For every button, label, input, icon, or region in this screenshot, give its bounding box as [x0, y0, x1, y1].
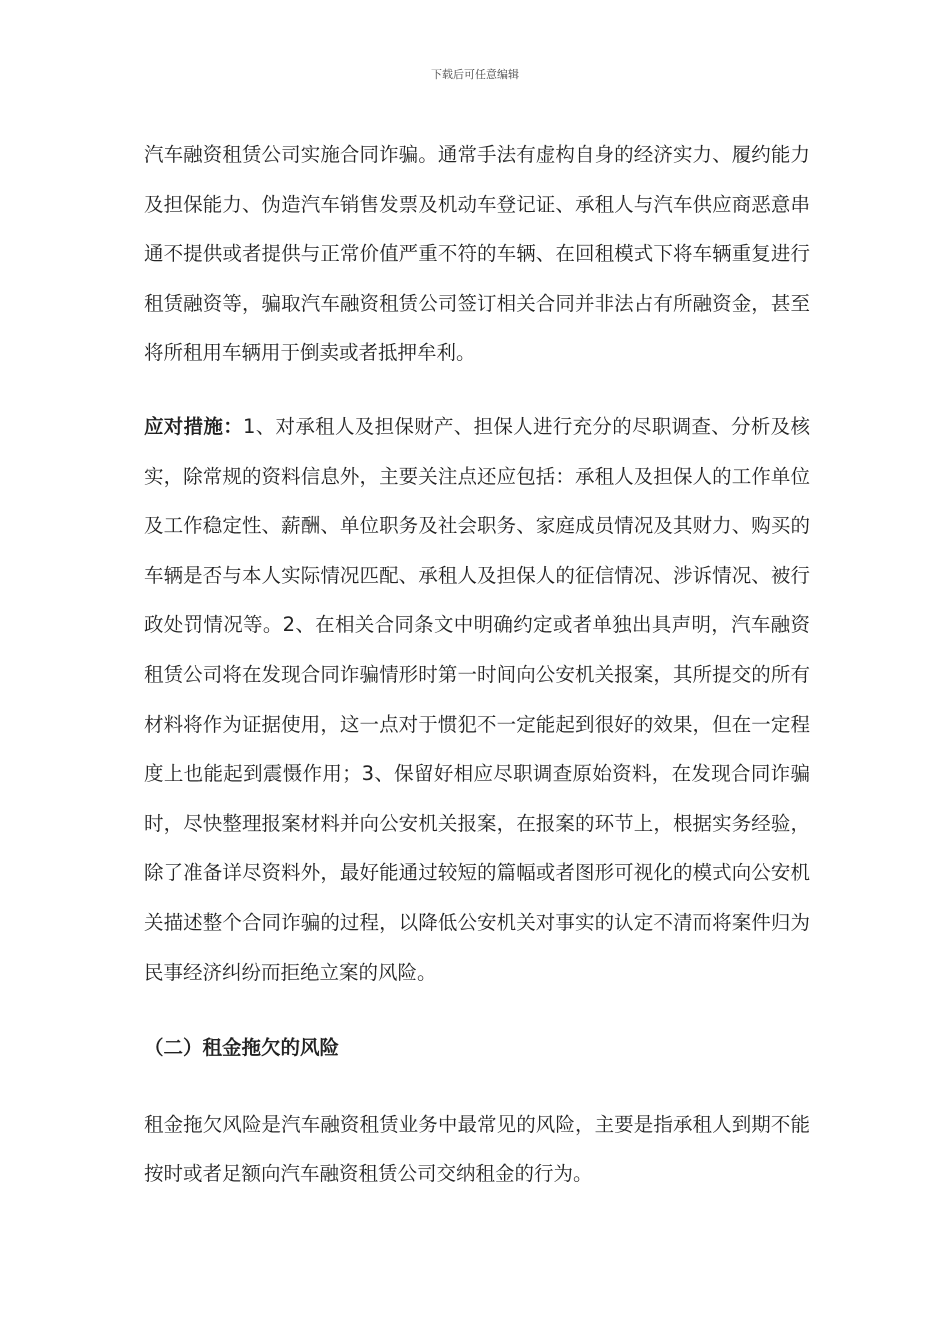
- document-body: [144, 130, 810, 1226]
- page-header: 下载后可任意编辑: [431, 68, 519, 81]
- countermeasures-label: 应对措施：: [144, 414, 244, 438]
- countermeasures-body: 1、对承租人及担保财产、担保人进行充分的尽职调查、分析及核实，除常规的资料信息外，主要关注点还应包括：承租人及担保人的工作单位及工作稳定性、薪酬、单位职务及社会职务、家庭成员情况及其财力、购买的车辆是否与本人实际情况匹配、承租人及担保人的征信情况、涉诉情况、被行政处罚情况等。2、在相关合同条文中明确约定或者单独出具声明，汽车融资租赁公司将在发现合同诈骗情形时第一时间向公安机关报案，其所提交的所有材料将作为证据使用，这一点对于惯犯不一定能起到很好的效果，但在一定程度上也能起到震慑作用；3、保留好相应尽职调查原始资料，在发现合同诈骗时，尽快整理报案材料并向公安机关报案，在报案的环节上，根据实务经验，除了准备详尽资料外，最好能通过较短的篇幅或者图形可视化的模式向公安机关描述整个合同诈骗的过程，以降低公安机关对事实的认定不清而将案件归为民事经济纠纷而拒绝立案的风险。: [144, 414, 810, 984]
- paragraph-countermeasures: [144, 402, 810, 997]
- paragraph-rent-arrears: 租金拖欠风险是汽车融资租赁业务中最常见的风险，主要是指承租人到期不能按时或者足额向汽车融资租赁公司交纳租金的行为。: [144, 1112, 810, 1186]
- section-heading-rent-arrears: （二）租金拖欠的风险: [144, 1036, 340, 1060]
- paragraph-contract-fraud: 汽车融资租赁公司实施合同诈骗。通常手法有虚构自身的经济实力、履约能力及担保能力、伪造汽车销售发票及机动车登记证、承租人与汽车供应商恶意串通不提供或者提供与正常价值严重不符的车辆、在回租模式下将车辆重复进行租赁融资等，骗取汽车融资租赁公司签订相关合同并非法占有所融资金，甚至将所租用车辆用于倒卖或者抵押牟利。: [144, 143, 810, 365]
